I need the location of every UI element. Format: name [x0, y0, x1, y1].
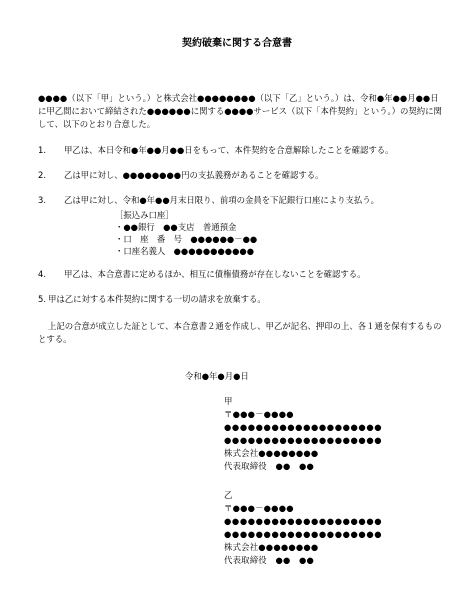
clause-number: 2. — [38, 170, 46, 180]
closing-paragraph: 上記の合意が成立した証として、本合意書２通を作成し、甲乙が記名、押印の上、各１通を保有するものとする。 — [38, 321, 442, 344]
clause-number: 1. — [38, 145, 46, 155]
party-address-line-2: ●●●●●●●●●●●●●●●●●●●● — [224, 529, 383, 539]
party-representative: 代表取締役 ●● ●● — [224, 555, 315, 565]
party-postal-code: 〒●●●－●●●● — [224, 503, 294, 513]
party-label: 甲 — [224, 396, 233, 406]
clause-2 — [38, 170, 448, 181]
account-number-line: ・口 座 番 号 ●●●●●●－●● — [115, 234, 258, 244]
clause-3 — [38, 195, 448, 206]
account-holder-line: ・口座名義人 ●●●●●●●●●●● — [115, 246, 255, 256]
party-label: 乙 — [224, 490, 233, 500]
clause-text: 甲は乙に対する本件契約に関する一切の請求を放棄する。 — [48, 294, 266, 304]
party-company-name: 株式会社●●●●●●●● — [224, 448, 319, 458]
party-ko-block — [224, 395, 382, 473]
party-postal-code: 〒●●●－●●●● — [224, 409, 294, 419]
clause-1 — [38, 145, 448, 156]
clause-text: 乙は甲に対し、令和●年●●月末日限り、前項の金員を下記銀行口座により支払う。 — [64, 195, 380, 205]
bank-name-line: ・●●銀行 ●●支店 普通預金 — [115, 222, 237, 232]
party-representative: 代表取締役 ●● ●● — [224, 461, 315, 471]
party-address-line-1: ●●●●●●●●●●●●●●●●●●●● — [224, 422, 383, 432]
clause-4 — [38, 269, 448, 280]
document-title: 契約破棄に関する合意書 — [182, 38, 292, 49]
clause-text: 甲乙は、本日令和●年●●月●●日をもって、本件契約を合意解除したことを確認する。 — [64, 145, 394, 155]
clause-number: 5. — [38, 294, 46, 304]
clause-5 — [38, 294, 448, 305]
clause-text: 乙は甲に対し、●●●●●●●●円の支払義務があることを確認する。 — [64, 170, 324, 180]
party-address-line-1: ●●●●●●●●●●●●●●●●●●●● — [224, 516, 383, 526]
clause-number: 4. — [38, 269, 46, 279]
intro-paragraph: ●●●●（以下「甲」という。）と株式会社●●●●●●●●（以下「乙」という。）は、令和●年●●月●●日に甲乙間において締結された●●●●●●に関する●●●●サービス（以下「本件契約」という。）の契約に関して、以下のとおり合意した。 — [38, 93, 442, 129]
party-address-line-2: ●●●●●●●●●●●●●●●●●●●● — [224, 435, 383, 445]
party-company-name: 株式会社●●●●●●●● — [224, 542, 319, 552]
clause-text: 甲乙は、本合意書に定めるほか、相互に債権債務が存在しないことを確認する。 — [64, 269, 366, 279]
party-otsu-block — [224, 489, 382, 567]
bank-account-block — [115, 209, 257, 257]
agreement-date: 令和●年●月●日 — [185, 371, 249, 381]
clause-number: 3. — [38, 195, 46, 205]
bank-header: ［振込み口座］ — [115, 210, 174, 220]
